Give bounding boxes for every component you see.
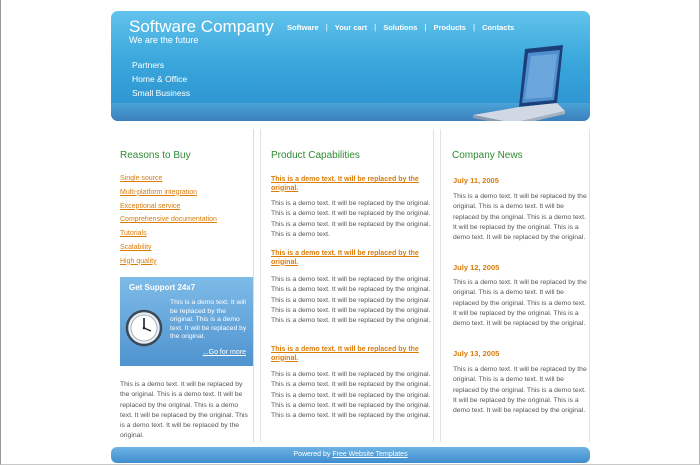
laptop-icon xyxy=(473,45,568,121)
reason-link[interactable]: High quality xyxy=(120,257,157,265)
reasons-list xyxy=(120,172,217,269)
footer-link[interactable]: Free Website Templates xyxy=(332,451,408,458)
sub-nav xyxy=(132,58,190,100)
support-more-link[interactable]: ...Go for more xyxy=(202,349,246,356)
article-title[interactable]: This is a demo text. It will be replaced by the original. xyxy=(271,346,419,362)
news-date: July 11, 2005 xyxy=(453,176,499,185)
middle-column xyxy=(260,129,434,442)
support-title: Get Support 24x7 xyxy=(129,283,196,292)
right-column xyxy=(440,129,590,442)
site-footer xyxy=(111,447,590,463)
nav-products[interactable]: Products xyxy=(433,23,466,32)
nav-separator: | xyxy=(325,23,328,32)
subnav-partners[interactable]: Partners xyxy=(132,60,165,70)
article-body: This is a demo text. It will be replaced by the original. This is a demo text. It will be replaced by the original. This is a demo text. It will be replaced by the original. This is a demo text. It will be replaced by the original. This is a demo text. It will be replaced by the original. xyxy=(271,276,431,325)
top-nav xyxy=(287,23,514,32)
news-text: This is a demo text. It will be replaced by the original. This is a demo text. It will be replaced by the original. This is a demo text. It will be replaced by the original. This is a demo text. It will be replaced by the original. xyxy=(453,366,587,415)
nav-software[interactable]: Software xyxy=(287,23,319,32)
reason-link[interactable]: Tutorials xyxy=(120,230,147,238)
reasons-heading: Reasons to Buy xyxy=(120,150,191,161)
brand-tagline: We are the future xyxy=(129,35,199,45)
nav-separator: | xyxy=(424,23,427,32)
article-title[interactable]: This is a demo text. It will be replaced by the original. xyxy=(271,250,419,266)
nav-contacts[interactable]: Contacts xyxy=(482,23,515,32)
reason-link[interactable]: Single source xyxy=(120,175,163,182)
support-box xyxy=(120,277,253,366)
left-column xyxy=(111,129,254,442)
support-text: This is a demo text. It will be replaced by the original. This is a demo text. It will be replaced by the original. xyxy=(170,299,247,341)
article-body: This is a demo text. It will be replaced by the original. This is a demo text. It will be replaced by the original. This is a demo text. It will be replaced by the original. This is a demo text. xyxy=(271,200,431,238)
subnav-small-business[interactable]: Small Business xyxy=(132,88,191,98)
left-paragraph: This is a demo text. It will be replaced by the original. This is a demo text. It will be replaced by the original. This is a demo text. It will be replaced by the original. This is a demo text. It will be replaced by the original. xyxy=(120,381,248,440)
nav-your-cart[interactable]: Your cart xyxy=(334,23,368,32)
reason-link[interactable]: Scalability xyxy=(120,243,152,251)
reason-link[interactable]: Comprehensive documentation xyxy=(120,216,217,224)
news-date: July 12, 2005 xyxy=(453,263,500,272)
nav-separator: | xyxy=(472,23,476,32)
clock-icon xyxy=(125,309,163,347)
footer-prefix: Powered by xyxy=(293,451,333,458)
article-title[interactable]: This is a demo text. It will be replaced by the original. xyxy=(271,176,419,192)
news-heading: Company News xyxy=(452,150,523,161)
news-date: July 13, 2005 xyxy=(453,349,500,358)
nav-solutions[interactable]: Solutions xyxy=(383,23,418,32)
article-body: This is a demo text. It will be replaced by the original. This is a demo text. It will be replaced by the original. This is a demo text. It will be replaced by the original. This is a demo text. It will be replaced by the original. This is a demo text. It will be replaced by the original. xyxy=(271,371,431,420)
capabilities-heading: Product Capabilities xyxy=(271,150,360,161)
site-header xyxy=(111,11,590,121)
subnav-home-office[interactable]: Home & Office xyxy=(132,74,188,84)
news-text: This is a demo text. It will be replaced by the original. This is a demo text. It will be replaced by the original. This is a demo text. It will be replaced by the original. This is a demo text. It will be replaced by the original. xyxy=(453,193,587,242)
reason-link[interactable]: Multi-platform integration xyxy=(120,188,198,196)
reason-link[interactable]: Exceptional service xyxy=(120,202,181,210)
nav-separator: | xyxy=(374,23,377,32)
news-text: This is a demo text. It will be replaced by the original. This is a demo text. It will be replaced by the original. This is a demo text. It will be replaced by the original. This is a demo text. It will be replaced by the original. xyxy=(453,279,587,328)
brand-title[interactable]: Software Company xyxy=(129,17,274,36)
